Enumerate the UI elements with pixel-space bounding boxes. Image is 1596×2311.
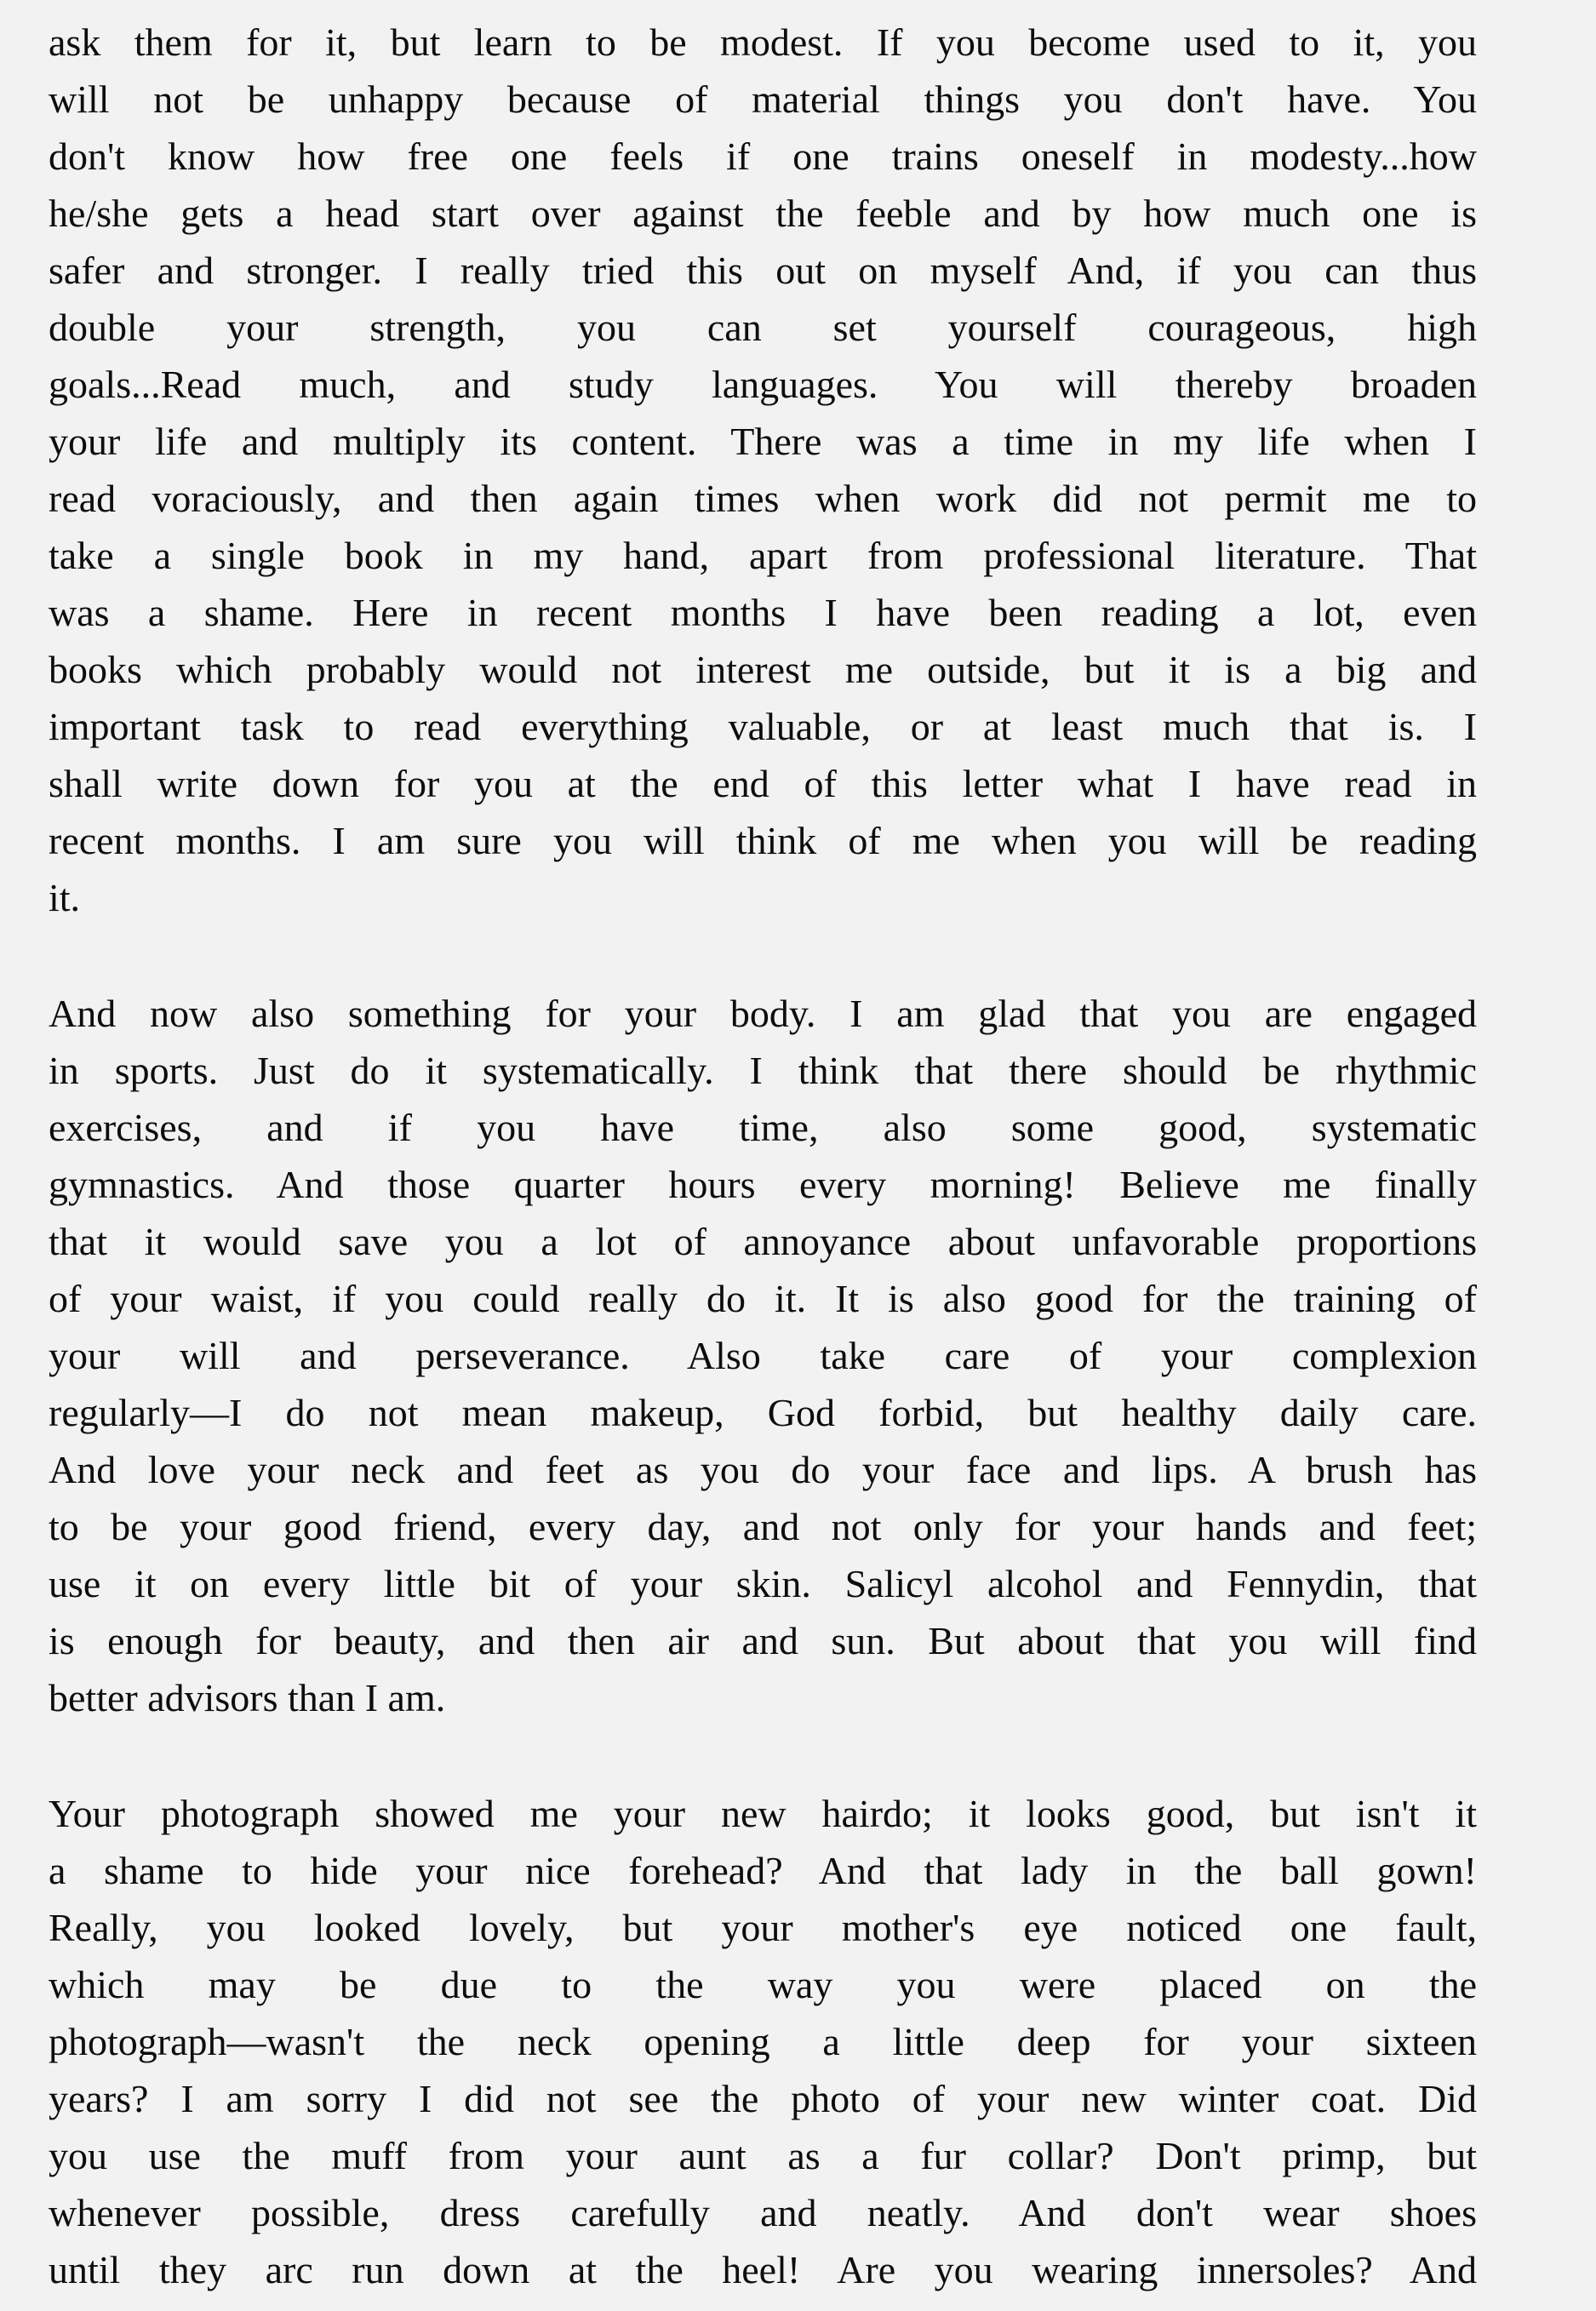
text-line: to be your good friend, every day, and not only for your hands and feet; <box>49 1505 1477 1548</box>
text-line: use it on every little bit of your skin. Salicyl alcohol and Fennydin, that <box>49 1562 1477 1605</box>
text-line: you use the muff from your aunt as a fur collar? Don't primp, but <box>49 2134 1477 2177</box>
text-line: he/she gets a head start over against the feeble and by how much one is <box>49 192 1477 235</box>
text-line: exercises, and if you have time, also some good, systematic <box>49 1106 1477 1149</box>
text-line: Really, you looked lovely, but your mother's eye noticed one fault, <box>49 1906 1477 1949</box>
text-line: your will and perseverance. Also take care of your complexion <box>49 1334 1477 1377</box>
text-line: shall write down for you at the end of this letter what I have read in <box>49 762 1477 805</box>
text-line: take a single book in my hand, apart from professional literature. That <box>49 534 1477 577</box>
text-line: regularly—I do not mean makeup, God forbid, but healthy daily care. <box>49 1391 1477 1434</box>
text-line: until they arc run down at the heel! Are you wearing innersoles? And <box>49 2248 1477 2291</box>
text-line: gymnastics. And those quarter hours every morning! Believe me finally <box>49 1163 1477 1206</box>
text-line: of your waist, if you could really do it. It is also good for the training of <box>49 1277 1477 1320</box>
paragraph <box>49 14 1477 926</box>
text-line: double your strength, you can set yourself courageous, high <box>49 306 1477 349</box>
text-line: your life and multiply its content. There was a time in my life when I <box>49 420 1477 463</box>
text-line: goals...Read much, and study languages. You will thereby broaden <box>49 363 1477 406</box>
text-line: it. <box>49 876 81 919</box>
text-line: that it would save you a lot of annoyance about unfavorable proportions <box>49 1220 1477 1263</box>
text-line: books which probably would not interest me outside, but it is a big and <box>49 648 1477 691</box>
paragraph <box>49 985 1477 1726</box>
text-line: And love your neck and feet as you do your face and lips. A brush has <box>49 1448 1477 1491</box>
text-line: will not be unhappy because of material things you don't have. You <box>49 77 1477 121</box>
letter-text <box>49 14 1477 2298</box>
text-line: which may be due to the way you were placed on the <box>49 1963 1477 2006</box>
text-line: is enough for beauty, and then air and sun. But about that you will find <box>49 1619 1477 1662</box>
text-line: in sports. Just do it systematically. I think that there should be rhythmic <box>49 1049 1477 1092</box>
text-line: safer and stronger. I really tried this out on myself And, if you can thus <box>49 249 1477 292</box>
text-line: better advisors than I am. <box>49 1676 446 1719</box>
text-line: read voraciously, and then again times when work did not permit me to <box>49 477 1477 520</box>
text-line: important task to read everything valuable, or at least much that is. I <box>49 705 1477 748</box>
text-line: recent months. I am sure you will think of me when you will be reading <box>49 819 1477 862</box>
text-line: years? I am sorry I did not see the photo of your new winter coat. Did <box>49 2077 1477 2120</box>
text-line: was a shame. Here in recent months I have been reading a lot, even <box>49 591 1477 634</box>
text-line: photograph—wasn't the neck opening a little deep for your sixteen <box>49 2020 1477 2063</box>
text-line: don't know how free one feels if one trains oneself in modesty...how <box>49 134 1477 178</box>
paragraph <box>49 1785 1477 2298</box>
text-line: ask them for it, but learn to be modest. If you become used to it, you <box>49 20 1477 64</box>
text-line: whenever possible, dress carefully and neatly. And don't wear shoes <box>49 2191 1477 2234</box>
text-line: Your photograph showed me your new hairdo; it looks good, but isn't it <box>49 1792 1477 1835</box>
text-line: a shame to hide your nice forehead? And that lady in the ball gown! <box>49 1849 1477 1892</box>
text-line: And now also something for your body. I am glad that you are engaged <box>49 992 1477 1035</box>
